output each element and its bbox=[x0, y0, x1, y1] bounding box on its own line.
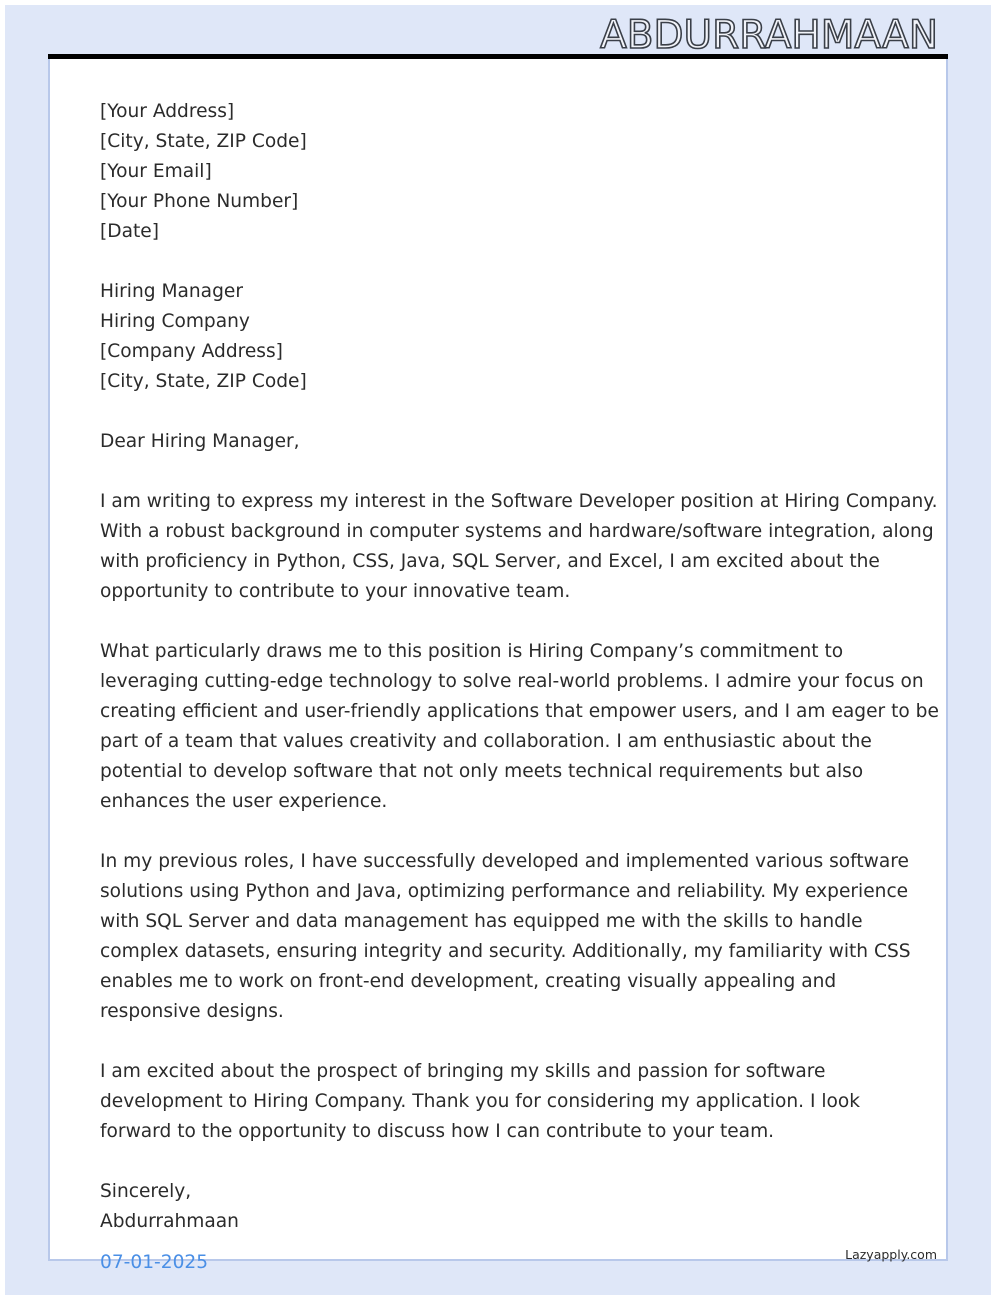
recipient-city-state-zip: [City, State, ZIP Code] bbox=[100, 371, 307, 392]
paragraph-motivation bbox=[100, 637, 939, 817]
sender-address: [Your Address] bbox=[100, 101, 235, 122]
paragraph-line: creating efficient and user-friendly applications that empower users, and I am eager to be bbox=[100, 701, 939, 722]
paragraph-line: I am excited about the prospect of bringing my skills and passion for software bbox=[100, 1061, 826, 1082]
sender-city-state-zip: [City, State, ZIP Code] bbox=[100, 131, 307, 152]
paragraph-experience bbox=[100, 847, 911, 1027]
paragraph-line: complex datasets, ensuring integrity and security. Additionally, my familiarity with CSS bbox=[100, 941, 911, 962]
applicant-name-header: ABDURRAHMAAN bbox=[600, 13, 938, 58]
paragraph-line: with proficiency in Python, CSS, Java, SQL Server, and Excel, I am excited about the bbox=[100, 551, 880, 572]
paragraph-line: With a robust background in computer systems and hardware/software integration, along bbox=[100, 521, 934, 542]
paragraph-line: enhances the user experience. bbox=[100, 791, 388, 812]
paragraph-line: opportunity to contribute to your innovative team. bbox=[100, 581, 571, 602]
paragraph-line: with SQL Server and data management has equipped me with the skills to handle bbox=[100, 911, 863, 932]
sender-date: [Date] bbox=[100, 221, 159, 242]
paragraph-line: In my previous roles, I have successfully developed and implemented various software bbox=[100, 851, 909, 872]
recipient-company: Hiring Company bbox=[100, 311, 250, 332]
paragraph-line: forward to the opportunity to discuss how I can contribute to your team. bbox=[100, 1121, 775, 1142]
paragraph-line: leveraging cutting-edge technology to solve real-world problems. I admire your focus on bbox=[100, 671, 924, 692]
paragraph-line: solutions using Python and Java, optimizing performance and reliability. My experience bbox=[100, 881, 909, 902]
paragraph-line: What particularly draws me to this position is Hiring Company’s commitment to bbox=[100, 641, 844, 662]
paragraph-line: I am writing to express my interest in the Software Developer position at Hiring Company. bbox=[100, 491, 938, 512]
recipient-address: [Company Address] bbox=[100, 341, 283, 362]
sender-email: [Your Email] bbox=[100, 161, 212, 182]
closing-block bbox=[100, 1177, 900, 1237]
paragraph-line: enables me to work on front-end development, creating visually appealing and bbox=[100, 971, 837, 992]
paragraph-line: potential to develop software that not only meets technical requirements but also bbox=[100, 761, 864, 782]
sender-block bbox=[100, 97, 900, 247]
paragraph-line: part of a team that values creativity and collaboration. I am enthusiastic about the bbox=[100, 731, 872, 752]
footer-brand: Lazyapply.com bbox=[845, 1247, 937, 1262]
cover-letter-body bbox=[100, 97, 939, 1237]
salutation-text: Dear Hiring Manager, bbox=[100, 431, 300, 452]
footer-date: 07-01-2025 bbox=[100, 1252, 209, 1273]
paragraph-line: responsive designs. bbox=[100, 1001, 284, 1022]
paragraph-conclusion bbox=[100, 1057, 900, 1147]
recipient-block bbox=[100, 277, 900, 397]
sender-phone: [Your Phone Number] bbox=[100, 191, 299, 212]
signature-name: Abdurrahmaan bbox=[100, 1211, 239, 1232]
paragraph-line: development to Hiring Company. Thank you for considering my application. I look bbox=[100, 1091, 861, 1112]
salutation bbox=[100, 427, 900, 457]
paragraph-intro bbox=[100, 487, 938, 607]
recipient-title: Hiring Manager bbox=[100, 281, 243, 302]
valediction: Sincerely, bbox=[100, 1181, 192, 1202]
